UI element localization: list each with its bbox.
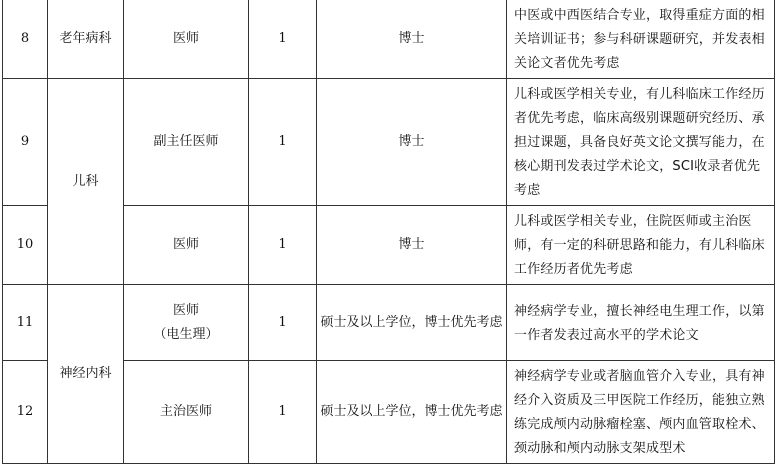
table-row [3,79,775,206]
headcount-cell: 1 [249,0,317,79]
requirement-cell: 神经病学专业，擅长神经电生理工作，以第一作者发表过高水平的学术论文 [507,285,775,361]
row-number: 10 [3,206,48,285]
position-cell [124,285,249,361]
headcount-cell: 1 [249,361,317,464]
education-cell: 博士 [317,79,507,206]
row-number: 8 [3,0,48,79]
table-row [3,0,775,79]
department-cell: 老年病科 [48,0,124,79]
education-cell: 硕士及以上学位，博士优先考虑 [317,285,507,361]
education-cell: 博士 [317,0,507,79]
headcount-cell: 1 [249,206,317,285]
requirement-cell: 中医或中西医结合专业，取得重症方面的相关培训证书；参与科研课题研究，并发表相关论文者优先考虑 [507,0,775,79]
education-cell: 硕士及以上学位，博士优先考虑 [317,361,507,464]
department-cell: 儿科 [48,79,124,285]
headcount-cell: 1 [249,79,317,206]
requirement-cell: 儿科或医学相关专业，有儿科临床工作经历者优先考虑，临床高级别课题研究经历、承担过课题，具备良好英文论文撰写能力，在核心期刊发表过学术论文，SCI收录者优先考虑 [507,79,775,206]
requirement-cell: 儿科或医学相关专业，住院医师或主治医师，有一定的科研思路和能力，有儿科临床工作经历者优先考虑 [507,206,775,285]
row-number: 9 [3,79,48,206]
department-cell: 神经内科 [48,285,124,464]
position-title: 医师 [172,302,199,318]
headcount-cell: 1 [249,285,317,361]
position-note: （电生理） [153,326,219,342]
position-cell: 副主任医师 [124,79,249,206]
recruitment-table [2,0,775,464]
table-row [3,285,775,361]
requirement-cell: 神经病学专业或者脑血管介入专业，具有神经介入资质及三甲医院工作经历，能独立熟练完成颅内动脉瘤栓塞、颅内血管取栓术、颈动脉和颅内动脉支架成型术 [507,361,775,464]
row-number: 11 [3,285,48,361]
row-number: 12 [3,361,48,464]
position-cell: 医师 [124,0,249,79]
position-cell: 医师 [124,206,249,285]
education-cell: 博士 [317,206,507,285]
position-cell: 主治医师 [124,361,249,464]
